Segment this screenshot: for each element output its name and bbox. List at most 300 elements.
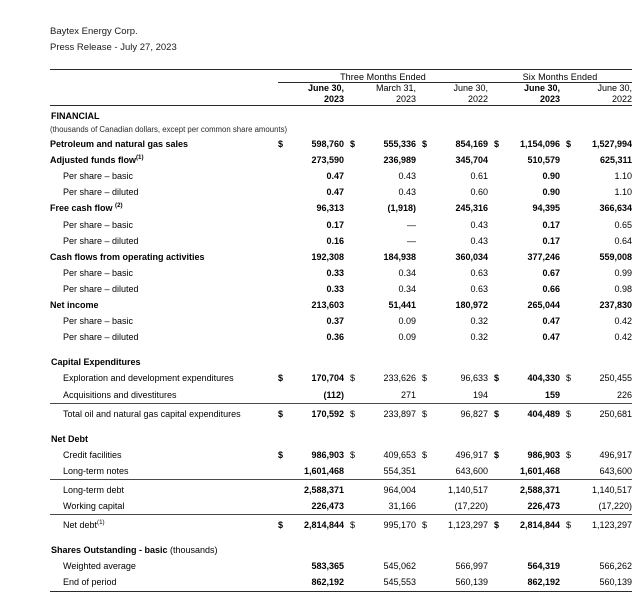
cell-value: 0.17 (542, 235, 560, 246)
currency-symbol (350, 265, 362, 281)
currency-symbol (494, 297, 506, 313)
cell-value: 0.42 (614, 316, 632, 327)
currency-symbol (566, 297, 578, 313)
currency-symbol (278, 152, 290, 168)
currency-symbol (494, 249, 506, 265)
currency-symbol (278, 265, 290, 281)
cell-value: 0.47 (326, 171, 344, 182)
cell-value: 0.66 (542, 283, 560, 294)
row-label: Total oil and natural gas capital expenditures (63, 408, 241, 419)
cell-value: 545,062 (383, 561, 416, 572)
cell-value: 564,319 (527, 561, 560, 572)
currency-symbol (278, 168, 290, 184)
cell-value: 559,008 (599, 251, 632, 262)
table-row (50, 200, 632, 216)
currency-symbol (566, 281, 578, 297)
row-label: Net income (50, 300, 99, 311)
row-label: Per share – diluted (63, 187, 139, 198)
section-spacer (50, 345, 632, 354)
currency-symbol (566, 200, 578, 216)
cell-value: 986,903 (527, 449, 560, 460)
cell-value: 0.36 (326, 332, 344, 343)
cell-value: 0.60 (470, 187, 488, 198)
currency-symbol (566, 265, 578, 281)
cell-value: 496,917 (599, 449, 632, 460)
currency-symbol: $ (278, 373, 284, 384)
row-label: Per share – basic (63, 171, 134, 182)
cell-value: 566,262 (599, 561, 632, 572)
cell-value: (17,220) (598, 501, 632, 512)
section-title-row (50, 354, 632, 370)
section-title-row (50, 542, 632, 558)
currency-symbol (278, 233, 290, 249)
currency-symbol (422, 574, 434, 591)
table-row (50, 463, 632, 480)
cell-value: 226 (616, 389, 632, 400)
cell-value: 2,588,371 (303, 484, 344, 495)
currency-symbol: $ (494, 373, 500, 384)
table-row (50, 482, 632, 498)
cell-value: 0.90 (542, 171, 560, 182)
currency-symbol (350, 463, 362, 480)
section-note-row (50, 124, 632, 136)
cell-value: 236,989 (383, 155, 416, 166)
cell-value: 862,192 (311, 577, 344, 588)
cell-value: 366,634 (599, 203, 632, 214)
cell-value: 213,603 (311, 300, 344, 311)
section-spacer (50, 533, 632, 542)
cell-value: 986,903 (311, 449, 344, 460)
currency-symbol (566, 574, 578, 591)
column-header-row (50, 83, 632, 106)
cell-value: 625,311 (599, 155, 632, 166)
cell-value: — (407, 235, 416, 246)
currency-symbol (494, 498, 506, 515)
row-label: Per share – diluted (63, 235, 139, 246)
currency-symbol (566, 558, 578, 574)
cell-value: 237,830 (599, 300, 632, 311)
currency-symbol: $ (422, 408, 428, 419)
currency-symbol: $ (566, 449, 572, 460)
document-header (50, 24, 620, 56)
currency-symbol (494, 329, 506, 345)
table-row (50, 281, 632, 297)
cell-value: 360,034 (455, 251, 488, 262)
currency-symbol (422, 281, 434, 297)
cell-value: 862,192 (527, 577, 560, 588)
cell-value: 510,579 (527, 155, 560, 166)
table-row (50, 370, 632, 386)
table-row (50, 265, 632, 281)
currency-symbol: $ (566, 373, 572, 384)
currency-symbol (494, 152, 506, 168)
cell-value: 555,336 (383, 139, 416, 150)
cell-value: 0.17 (542, 219, 560, 230)
cell-value: 0.33 (326, 267, 344, 278)
cell-value: 2,814,844 (303, 520, 344, 531)
row-label: Weighted average (63, 561, 136, 572)
column-header-4: June 30, 2023 (523, 83, 560, 104)
currency-symbol (494, 217, 506, 233)
cell-value: 1,123,297 (447, 520, 488, 531)
cell-value: 854,169 (455, 139, 488, 150)
row-label: Working capital (63, 501, 125, 512)
cell-value: 273,590 (311, 155, 344, 166)
currency-symbol (278, 463, 290, 480)
currency-symbol (494, 387, 506, 404)
cell-value: 404,489 (527, 408, 560, 419)
cell-value: 0.43 (470, 219, 488, 230)
cell-value: 995,170 (383, 520, 416, 531)
currency-symbol (422, 498, 434, 515)
cell-value: 560,139 (599, 577, 632, 588)
row-label: Free cash flow $^{(2)}$ (50, 202, 123, 214)
cell-value: 1.10 (614, 187, 632, 198)
cell-value: 265,044 (527, 300, 560, 311)
currency-symbol (422, 152, 434, 168)
table-row (50, 447, 632, 463)
financial-highlights-table (50, 69, 632, 594)
currency-symbol (278, 313, 290, 329)
cell-value: 1,154,096 (519, 139, 560, 150)
currency-symbol: $ (350, 520, 356, 531)
currency-symbol (566, 498, 578, 515)
table-row (50, 517, 632, 533)
currency-symbol (422, 329, 434, 345)
cell-value: 31,166 (388, 501, 416, 512)
cell-value: 96,313 (316, 203, 344, 214)
currency-symbol: $ (494, 449, 500, 460)
cell-value: 0.98 (614, 283, 632, 294)
currency-symbol (494, 233, 506, 249)
currency-symbol (278, 281, 290, 297)
cell-value: 1,527,994 (591, 139, 632, 150)
currency-symbol (350, 329, 362, 345)
row-label: Petroleum and natural gas sales (50, 139, 189, 150)
row-label: Per share – diluted (63, 283, 139, 294)
press-release-subtitle: Press Release - July 27, 2023 (50, 42, 177, 53)
cell-value: 496,917 (455, 449, 488, 460)
column-header-1: June 30, 2023 (307, 83, 344, 104)
currency-symbol (278, 200, 290, 216)
currency-symbol (422, 463, 434, 480)
currency-symbol (566, 152, 578, 168)
currency-symbol: $ (278, 520, 284, 531)
table-row (50, 574, 632, 591)
group-header-six-months: Six Months Ended (488, 72, 632, 83)
cell-value: 194 (472, 389, 488, 400)
currency-symbol (494, 482, 506, 498)
cell-value: 404,330 (527, 373, 560, 384)
cell-value: 0.90 (542, 187, 560, 198)
currency-symbol: $ (494, 520, 500, 531)
currency-symbol (422, 265, 434, 281)
currency-symbol (422, 297, 434, 313)
currency-symbol (422, 313, 434, 329)
table-row (50, 152, 632, 168)
currency-symbol (494, 558, 506, 574)
currency-symbol (350, 574, 362, 591)
cell-value: 0.09 (398, 332, 416, 343)
currency-symbol (422, 200, 434, 216)
currency-symbol (278, 249, 290, 265)
currency-symbol (494, 313, 506, 329)
currency-symbol: $ (278, 139, 284, 150)
currency-symbol (566, 313, 578, 329)
currency-symbol (350, 249, 362, 265)
cell-value: 96,633 (460, 373, 488, 384)
cell-value: 0.16 (326, 235, 344, 246)
currency-symbol (422, 249, 434, 265)
cell-value: 1,601,468 (519, 465, 560, 476)
cell-value: 0.61 (470, 171, 488, 182)
cell-value: 0.47 (542, 316, 560, 327)
currency-symbol (422, 387, 434, 404)
currency-symbol (278, 387, 290, 404)
cell-value: 2,814,844 (519, 520, 560, 531)
row-label: Credit facilities (63, 449, 122, 460)
currency-symbol (350, 200, 362, 216)
section-title-row (50, 431, 632, 447)
company-name: Baytex Energy Corp. (50, 26, 138, 37)
cell-value: 554,351 (383, 465, 416, 476)
section-note: (thousands of Canadian dollars, except per common share amounts) (50, 125, 288, 135)
cell-value: 250,455 (599, 373, 632, 384)
cell-value: 964,004 (383, 484, 416, 495)
currency-symbol (350, 281, 362, 297)
row-label: Long-term debt (63, 484, 125, 495)
currency-symbol: $ (350, 449, 356, 460)
cell-value: 1.10 (614, 171, 632, 182)
currency-symbol (422, 558, 434, 574)
currency-symbol (494, 574, 506, 591)
cell-value: 0.09 (398, 316, 416, 327)
currency-symbol: $ (350, 408, 356, 419)
cell-value: 1,601,468 (303, 465, 344, 476)
currency-symbol (422, 233, 434, 249)
row-label: End of period (63, 577, 117, 588)
currency-symbol: $ (278, 449, 284, 460)
cell-value: 0.99 (614, 267, 632, 278)
currency-symbol (350, 184, 362, 200)
cell-value: 409,653 (383, 449, 416, 460)
cell-value: 184,938 (383, 251, 416, 262)
currency-symbol (278, 558, 290, 574)
section-title-row (50, 108, 632, 124)
cell-value: 583,365 (311, 561, 344, 572)
currency-symbol (350, 313, 362, 329)
cell-value: 250,681 (599, 408, 632, 419)
currency-symbol (278, 297, 290, 313)
table-row (50, 249, 632, 265)
currency-symbol (422, 217, 434, 233)
currency-symbol (278, 482, 290, 498)
cell-value: 226,473 (311, 501, 344, 512)
currency-symbol: $ (350, 373, 356, 384)
currency-symbol (494, 463, 506, 480)
group-header-row (50, 72, 632, 83)
currency-symbol: $ (422, 373, 428, 384)
currency-symbol: $ (350, 139, 356, 150)
cell-value: 0.64 (614, 235, 632, 246)
cell-value: 2,588,371 (519, 484, 560, 495)
cell-value: 192,308 (311, 251, 344, 262)
currency-symbol (350, 387, 362, 404)
table-row (50, 313, 632, 329)
row-label: Per share – basic (63, 219, 134, 230)
cell-value: 377,246 (527, 251, 560, 262)
row-label: Per share – diluted (63, 332, 139, 343)
currency-symbol (566, 233, 578, 249)
cell-value: 598,760 (311, 139, 344, 150)
cell-value: 1,123,297 (591, 520, 632, 531)
cell-value: 159 (544, 389, 560, 400)
cell-value: 170,704 (311, 373, 344, 384)
currency-symbol (566, 482, 578, 498)
row-label: Per share – basic (63, 316, 134, 327)
currency-symbol (494, 200, 506, 216)
currency-symbol (494, 265, 506, 281)
currency-symbol (566, 249, 578, 265)
currency-symbol: $ (278, 408, 284, 419)
cell-value: 566,997 (455, 561, 488, 572)
currency-symbol (278, 217, 290, 233)
currency-symbol (350, 558, 362, 574)
section-title-financial: FINANCIAL (51, 111, 100, 121)
cell-value: 1,140,517 (591, 484, 632, 495)
currency-symbol: $ (494, 139, 500, 150)
cell-value: 0.43 (470, 235, 488, 246)
cell-value: 170,592 (311, 408, 344, 419)
table-row (50, 329, 632, 345)
currency-symbol (422, 168, 434, 184)
currency-symbol (350, 152, 362, 168)
cell-value: 0.17 (326, 219, 344, 230)
cell-value: 245,316 (455, 203, 488, 214)
currency-symbol (566, 168, 578, 184)
row-label: Per share – basic (63, 267, 134, 278)
cell-value: 545,553 (383, 577, 416, 588)
cell-value: 560,139 (455, 577, 488, 588)
currency-symbol (566, 329, 578, 345)
table-row (50, 297, 632, 313)
cell-value: 0.32 (470, 332, 488, 343)
cell-value: 233,897 (383, 408, 416, 419)
table-bottom-rule (50, 591, 632, 594)
column-header-5: June 30, 2022 (597, 83, 632, 104)
currency-symbol (422, 184, 434, 200)
cell-value: 0.34 (398, 267, 416, 278)
currency-symbol (494, 281, 506, 297)
row-label: Acquisitions and divestitures (63, 389, 177, 400)
section-title-net-debt: Net Debt (51, 433, 89, 444)
currency-symbol (350, 233, 362, 249)
cell-value: 0.43 (398, 187, 416, 198)
row-label: Adjusted funds flow$^{(1)}$ (50, 154, 144, 166)
cell-value: (1,918) (387, 203, 416, 214)
table-row (50, 233, 632, 249)
cell-value: 0.43 (398, 171, 416, 182)
cell-value: 0.47 (326, 187, 344, 198)
currency-symbol: $ (566, 408, 572, 419)
column-header-2: March 31, 2023 (375, 83, 416, 104)
currency-symbol: $ (566, 139, 572, 150)
cell-value: 0.67 (542, 267, 560, 278)
cell-value: 0.63 (470, 283, 488, 294)
table-row (50, 387, 632, 404)
table-row (50, 184, 632, 200)
cell-value: 345,704 (455, 155, 488, 166)
cell-value: 94,395 (532, 203, 560, 214)
table-row (50, 217, 632, 233)
table-row (50, 168, 632, 184)
cell-value: 643,600 (455, 465, 488, 476)
cell-value: (112) (323, 389, 344, 400)
currency-symbol (350, 498, 362, 515)
cell-value: 0.34 (398, 283, 416, 294)
currency-symbol: $ (422, 520, 428, 531)
table-row (50, 406, 632, 422)
cell-value: 51,441 (388, 300, 416, 311)
currency-symbol (278, 498, 290, 515)
row-label: Cash flows from operating activities (50, 251, 205, 262)
cell-value: 0.33 (326, 283, 344, 294)
currency-symbol (494, 184, 506, 200)
currency-symbol: $ (494, 408, 500, 419)
currency-symbol: $ (566, 520, 572, 531)
currency-symbol (350, 482, 362, 498)
currency-symbol (566, 217, 578, 233)
currency-symbol: $ (422, 449, 428, 460)
cell-value: 0.65 (614, 219, 632, 230)
currency-symbol (422, 482, 434, 498)
row-label: Exploration and development expenditures (63, 373, 234, 384)
cell-value: 0.63 (470, 267, 488, 278)
row-label: Net debt$^{(1)}$ (63, 519, 105, 531)
currency-symbol (278, 574, 290, 591)
cell-value: 233,626 (383, 373, 416, 384)
cell-value: 0.37 (326, 316, 344, 327)
cell-value: 0.42 (614, 332, 632, 343)
currency-symbol (566, 463, 578, 480)
cell-value: 0.32 (470, 316, 488, 327)
currency-symbol: $ (422, 139, 428, 150)
section-spacer (50, 422, 632, 431)
column-header-3: June 30, 2022 (453, 83, 488, 104)
cell-value: 226,473 (527, 501, 560, 512)
cell-value: — (407, 219, 416, 230)
currency-symbol (350, 217, 362, 233)
table-row (50, 136, 632, 152)
currency-symbol (350, 297, 362, 313)
cell-value: 0.47 (542, 332, 560, 343)
currency-symbol (278, 184, 290, 200)
cell-value: (17,220) (454, 501, 488, 512)
cell-value: 180,972 (455, 300, 488, 311)
currency-symbol (278, 329, 290, 345)
section-title-capital-expenditures: Capital Expenditures (51, 357, 141, 368)
currency-symbol (350, 168, 362, 184)
cell-value: 96,827 (460, 408, 488, 419)
cell-value: 643,600 (599, 465, 632, 476)
cell-value: 271 (400, 389, 416, 400)
currency-symbol (494, 168, 506, 184)
section-title-shares-outstanding-basic: Shares Outstanding - basic (thousands) (51, 545, 218, 556)
table-row (50, 558, 632, 574)
group-header-three-months: Three Months Ended (278, 72, 488, 83)
table-row (50, 498, 632, 515)
cell-value: 1,140,517 (447, 484, 488, 495)
